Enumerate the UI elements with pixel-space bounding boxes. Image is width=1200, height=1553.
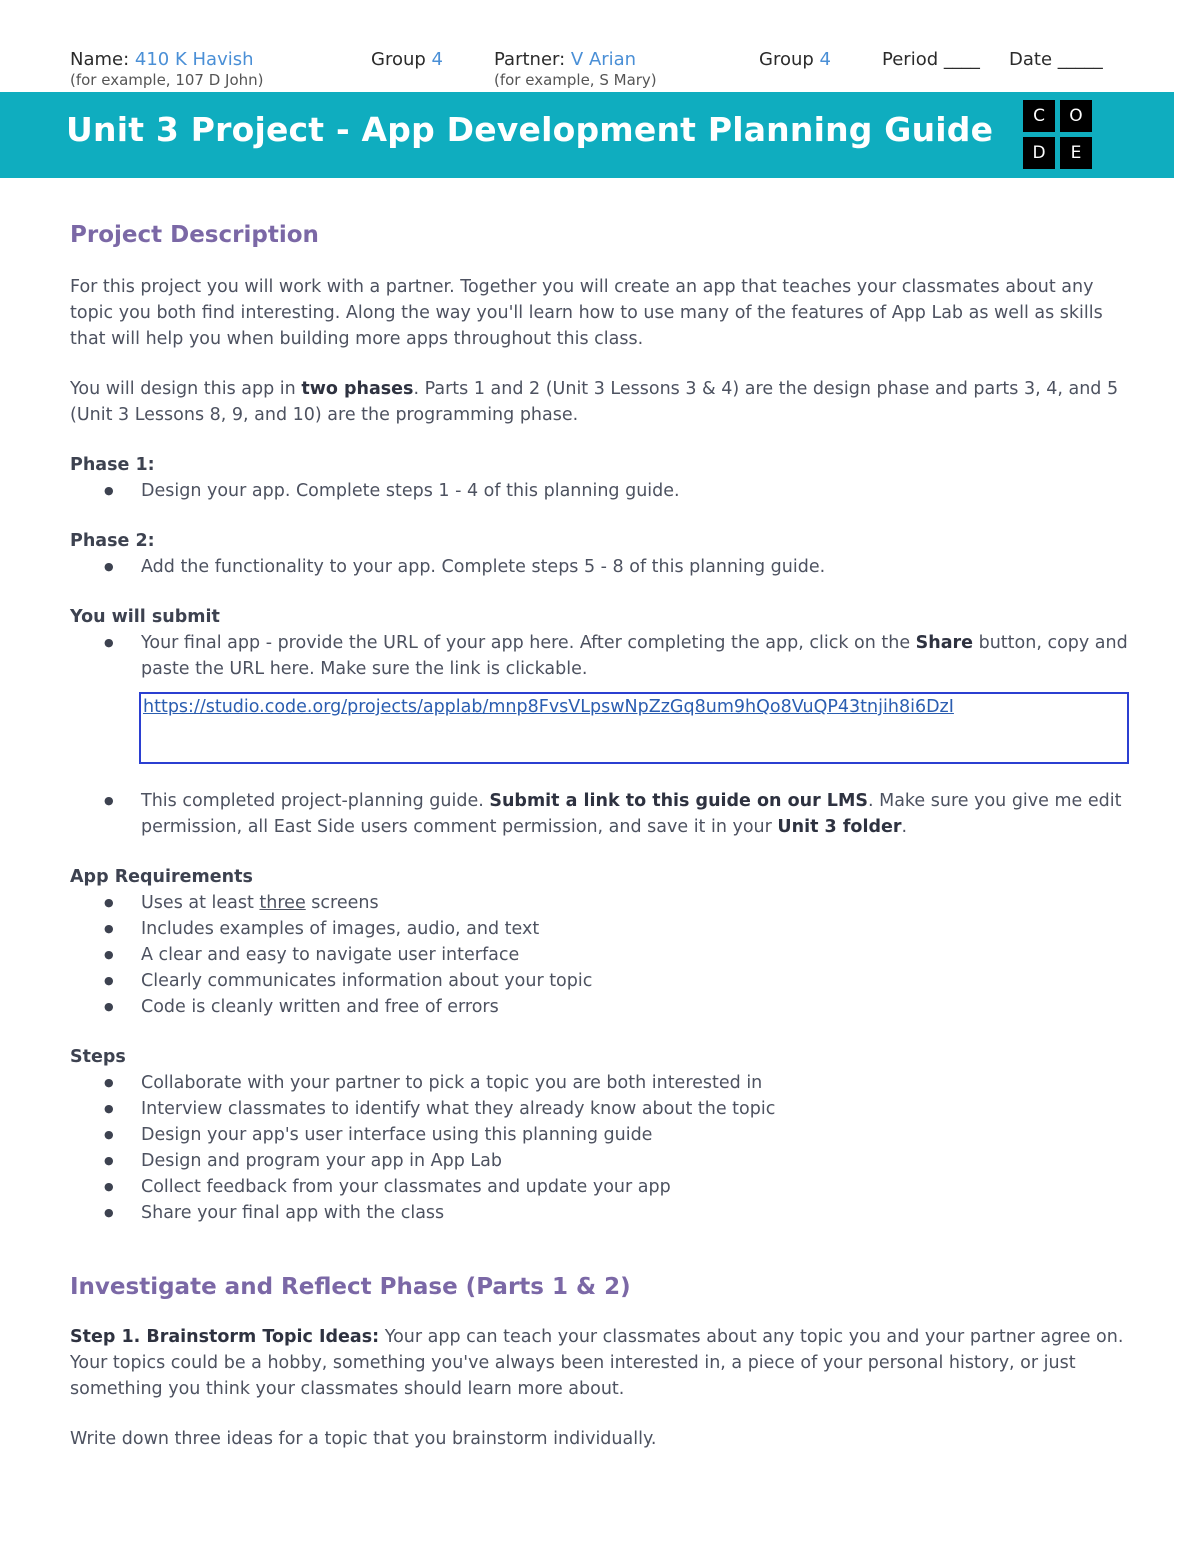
code-org-logo <box>1023 100 1093 170</box>
period-label: Period <box>882 49 939 70</box>
submit-list-2 <box>70 788 1130 840</box>
logo-letter: C <box>1023 100 1055 132</box>
submit-list <box>70 630 1130 682</box>
text: . Make sure you give me edit permission, all East Side users comment permission, and save it in your <box>141 791 1122 837</box>
list-item: ● Clearly communicates information about your topic <box>141 968 1130 994</box>
list-item <box>141 890 1130 916</box>
step1-label: Step 1. Brainstorm Topic Ideas: <box>70 1327 380 1347</box>
text: . <box>901 817 908 837</box>
name-value[interactable]: 410 K Havish <box>134 49 254 70</box>
document-body <box>70 220 1130 1452</box>
list-item: ● Includes examples of images, audio, and text <box>141 916 1130 942</box>
brainstorm-prompt: Write down three ideas for a topic that you brainstorm individually. <box>70 1429 657 1449</box>
list-item: ● Collect feedback from your classmates and update your app <box>141 1174 1130 1200</box>
group-field-1 <box>371 49 443 71</box>
date-label: Date <box>1009 49 1053 70</box>
text: This completed project-planning guide. <box>141 791 490 811</box>
group-field-2 <box>759 49 831 71</box>
list-item: ● Design and program your app in App Lab <box>141 1148 1130 1174</box>
phase2-label: Phase 2: <box>70 531 155 551</box>
partner-label: Partner: <box>494 49 566 70</box>
title-banner <box>0 92 1174 178</box>
text: . Parts 1 and 2 (Unit 3 Lessons 3 & 4) are the design phase and parts 3, 4, and 5 (Unit 3 Lessons 8, 9, and 10) are the programming phase. <box>70 379 1119 425</box>
bold-text: Share <box>915 633 974 653</box>
bold-text: Unit 3 folder <box>777 817 902 837</box>
list-item: ● Design your app. Complete steps 1 - 4 of this planning guide. <box>141 478 1130 504</box>
phase1-list <box>70 478 1130 504</box>
phase1-label: Phase 1: <box>70 455 155 475</box>
logo-letter: D <box>1023 137 1055 169</box>
submit-label: You will submit <box>70 607 220 627</box>
date-field <box>1009 49 1103 71</box>
date-blank[interactable]: _____ <box>1057 49 1103 70</box>
phase2-list <box>70 554 1130 580</box>
phases-paragraph <box>70 376 1130 428</box>
list-item: ● Collaborate with your partner to pick a topic you are both interested in <box>141 1070 1130 1096</box>
group-value[interactable]: 4 <box>431 49 443 70</box>
steps-label: Steps <box>70 1047 126 1067</box>
logo-letter: O <box>1060 100 1092 132</box>
intro-paragraph: For this project you will work with a partner. Together you will create an app that teaches your classmates about any topic you both find interesting. Along the way you'll learn how to use many of the features of App Lab as well as skills that will help you when building more apps throughout this class. <box>70 277 1103 349</box>
app-url-textbox[interactable] <box>139 692 1129 764</box>
group-label: Group <box>371 49 426 70</box>
text: screens <box>305 893 379 913</box>
text: Uses at least <box>141 893 260 913</box>
period-blank[interactable]: ____ <box>943 49 980 70</box>
list-item: ● Design your app's user interface using this planning guide <box>141 1122 1130 1148</box>
list-item: ● Interview classmates to identify what they already know about the topic <box>141 1096 1130 1122</box>
bold-text: two phases <box>301 379 414 399</box>
text: button, copy and paste the URL here. Make sure the link is clickable. <box>141 633 1128 679</box>
list-item: ● Code is cleanly written and free of errors <box>141 994 1130 1020</box>
list-item <box>141 630 1130 682</box>
text: Your final app - provide the URL of your app here. After completing the app, click on the <box>141 633 916 653</box>
section-heading-investigate: Investigate and Reflect Phase (Parts 1 & 2) <box>70 1274 631 1300</box>
list-item: ● A clear and easy to navigate user interface <box>141 942 1130 968</box>
logo-letter: E <box>1060 137 1092 169</box>
list-item: ● Share your final app with the class <box>141 1200 1130 1226</box>
partner-example: (for example, S Mary) <box>494 71 657 89</box>
partner-field <box>494 49 657 89</box>
section-heading-project-description: Project Description <box>70 222 319 248</box>
text: Your app can teach your classmates about any topic you and your partner agree on. Your topics could be a hobby, something you've always been interested in, a piece of your personal history, or just something you think your classmates should learn more about. <box>70 1327 1124 1399</box>
text: You will design this app in <box>70 379 302 399</box>
group-value[interactable]: 4 <box>819 49 831 70</box>
step1-paragraph <box>70 1324 1130 1402</box>
requirements-label: App Requirements <box>70 867 253 887</box>
name-field <box>70 49 264 89</box>
group-label: Group <box>759 49 814 70</box>
name-example: (for example, 107 D John) <box>70 71 264 89</box>
period-field <box>882 49 980 71</box>
name-label: Name: <box>70 49 130 70</box>
partner-value[interactable]: V Arian <box>570 49 637 70</box>
app-url-link[interactable]: https://studio.code.org/projects/applab/mnp8FvsVLpswNpZzGq8um9hQo8VuQP43tnjih8i6DzI <box>143 697 954 717</box>
steps-list <box>70 1070 1130 1226</box>
page-title: Unit 3 Project - App Development Planning Guide <box>66 110 994 149</box>
requirements-list <box>70 890 1130 1020</box>
list-item: ● Add the functionality to your app. Complete steps 5 - 8 of this planning guide. <box>141 554 1130 580</box>
bold-text: Submit a link to this guide on our LMS <box>489 791 868 811</box>
list-item <box>141 788 1130 840</box>
underlined-text: three <box>259 893 306 913</box>
